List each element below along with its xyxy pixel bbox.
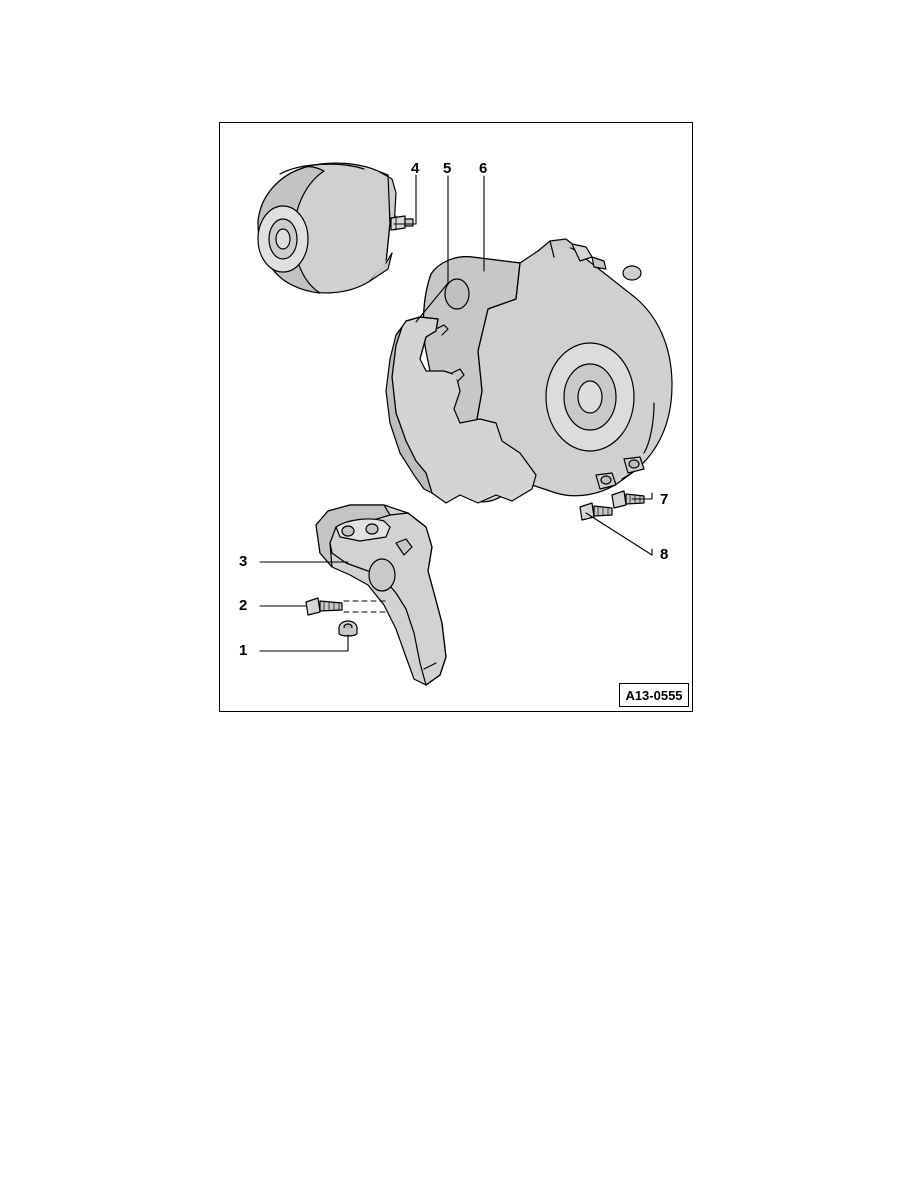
part-1-washer	[339, 621, 357, 636]
callout-7: 7	[660, 491, 669, 508]
callout-4: 4	[411, 160, 420, 177]
callout-8: 8	[660, 546, 669, 563]
callout-3: 3	[239, 553, 248, 570]
part-4-pulley	[258, 163, 413, 293]
figure-code-box	[619, 683, 689, 707]
callout-2: 2	[239, 597, 248, 614]
part-3-lower-cover	[316, 505, 446, 685]
callout-6: 6	[479, 160, 488, 177]
callout-1: 1	[239, 642, 248, 659]
exploded-view-figure	[219, 122, 693, 712]
figure-code-text: A13-0555	[625, 687, 683, 703]
part-2-bolt	[306, 598, 342, 615]
callout-5: 5	[443, 160, 452, 177]
part-8-bolt	[580, 503, 612, 520]
timing-belt-cover-illustration	[220, 123, 694, 713]
